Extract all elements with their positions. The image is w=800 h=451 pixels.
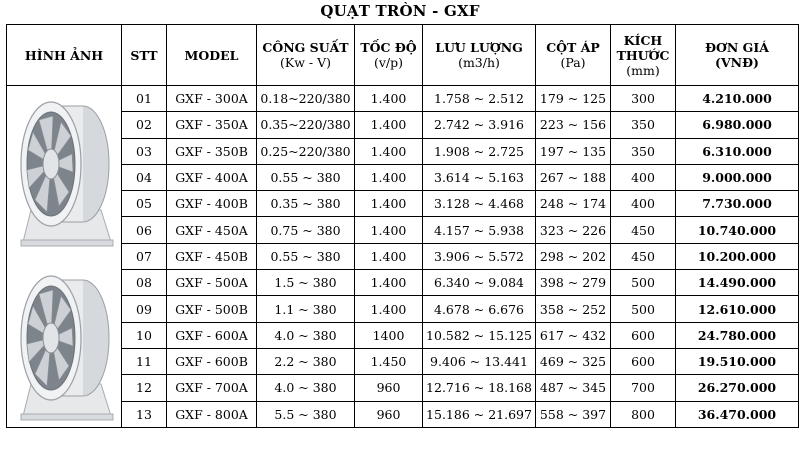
header-speed-unit: (v/p) [373, 55, 404, 70]
cell-flow: 1.908 ~ 2.725 [423, 138, 536, 164]
cell-model: GXF - 700A [167, 375, 257, 401]
cell-speed: 1.400 [355, 243, 423, 269]
cell-flow: 15.186 ~ 21.697 [423, 401, 536, 427]
table-row [7, 86, 799, 112]
table-row [7, 348, 799, 374]
cell-model: GXF - 400B [167, 191, 257, 217]
header-speed [355, 25, 423, 86]
cell-size: 350 [611, 112, 676, 138]
cell-flow: 4.157 ~ 5.938 [423, 217, 536, 243]
cell-size: 450 [611, 243, 676, 269]
cell-price: 6.310.000 [676, 138, 799, 164]
cell-power: 1.1 ~ 380 [257, 296, 355, 322]
cell-power: 1.5 ~ 380 [257, 270, 355, 296]
header-flow [423, 25, 536, 86]
cell-model: GXF - 350A [167, 112, 257, 138]
header-speed-label: TỐC ĐỘ [360, 40, 417, 55]
table-row [7, 401, 799, 427]
cell-stt: 07 [122, 243, 167, 269]
cell-stt: 01 [122, 86, 167, 112]
cell-model: GXF - 400A [167, 164, 257, 190]
cell-pressure: 469 ~ 325 [536, 348, 611, 374]
cell-flow: 1.758 ~ 2.512 [423, 86, 536, 112]
cell-model: GXF - 600A [167, 322, 257, 348]
cell-size: 400 [611, 164, 676, 190]
cell-stt: 06 [122, 217, 167, 243]
cell-power: 0.18~220/380 [257, 86, 355, 112]
cell-model: GXF - 800A [167, 401, 257, 427]
header-power-label: CÔNG SUẤT [262, 40, 349, 55]
cell-power: 2.2 ~ 380 [257, 348, 355, 374]
cell-price: 14.490.000 [676, 270, 799, 296]
cell-pressure: 558 ~ 397 [536, 401, 611, 427]
cell-price: 10.740.000 [676, 217, 799, 243]
header-image: HÌNH ẢNH [7, 25, 122, 86]
cell-size: 500 [611, 270, 676, 296]
table-row [7, 322, 799, 348]
cell-price: 10.200.000 [676, 243, 799, 269]
cell-size: 400 [611, 191, 676, 217]
cell-flow: 4.678 ~ 6.676 [423, 296, 536, 322]
cell-pressure: 358 ~ 252 [536, 296, 611, 322]
table-row [7, 243, 799, 269]
cell-size: 300 [611, 86, 676, 112]
cell-size: 800 [611, 401, 676, 427]
cell-pressure: 398 ~ 279 [536, 270, 611, 296]
cell-flow: 3.128 ~ 4.468 [423, 191, 536, 217]
cell-speed: 1400 [355, 322, 423, 348]
cell-flow: 2.742 ~ 3.916 [423, 112, 536, 138]
header-pressure-label: CỘT ÁP [546, 40, 600, 55]
cell-pressure: 248 ~ 174 [536, 191, 611, 217]
cell-price: 26.270.000 [676, 375, 799, 401]
table-row [7, 164, 799, 190]
header-pressure [536, 25, 611, 86]
header-price [676, 25, 799, 86]
cell-power: 4.0 ~ 380 [257, 322, 355, 348]
cell-stt: 03 [122, 138, 167, 164]
cell-model: GXF - 450B [167, 243, 257, 269]
header-power [257, 25, 355, 86]
table-row [7, 191, 799, 217]
cell-price: 9.000.000 [676, 164, 799, 190]
cell-flow: 6.340 ~ 9.084 [423, 270, 536, 296]
cell-size: 600 [611, 322, 676, 348]
header-size-label-2: THƯỚC [616, 47, 670, 63]
table-row [7, 138, 799, 164]
cell-price: 36.470.000 [676, 401, 799, 427]
header-size-unit: (mm) [626, 62, 660, 78]
cell-pressure: 298 ~ 202 [536, 243, 611, 269]
cell-stt: 11 [122, 348, 167, 374]
table-row [7, 296, 799, 322]
cell-flow: 3.614 ~ 5.163 [423, 164, 536, 190]
cell-price: 4.210.000 [676, 86, 799, 112]
cell-stt: 02 [122, 112, 167, 138]
cell-pressure: 323 ~ 226 [536, 217, 611, 243]
cell-pressure: 197 ~ 135 [536, 138, 611, 164]
cell-model: GXF - 300A [167, 86, 257, 112]
cell-stt: 05 [122, 191, 167, 217]
cell-speed: 1.400 [355, 296, 423, 322]
cell-price: 19.510.000 [676, 348, 799, 374]
cell-price: 7.730.000 [676, 191, 799, 217]
cell-stt: 04 [122, 164, 167, 190]
header-size [611, 25, 676, 86]
cell-model: GXF - 500A [167, 270, 257, 296]
cell-speed: 1.400 [355, 164, 423, 190]
header-size-label-1: KÍCH [623, 32, 663, 48]
cell-power: 4.0 ~ 380 [257, 375, 355, 401]
header-flow-unit: (m3/h) [458, 55, 500, 70]
cell-model: GXF - 500B [167, 296, 257, 322]
price-table [6, 24, 799, 428]
header-stt: STT [122, 25, 167, 86]
cell-power: 0.25~220/380 [257, 138, 355, 164]
header-power-unit: (Kw - V) [280, 55, 331, 70]
fan-images [7, 86, 122, 427]
cell-model: GXF - 450A [167, 217, 257, 243]
cell-speed: 1.450 [355, 348, 423, 374]
cell-price: 6.980.000 [676, 112, 799, 138]
cell-speed: 1.400 [355, 86, 423, 112]
cell-size: 500 [611, 296, 676, 322]
page-title: QUẠT TRÒN - GXF [320, 2, 480, 20]
cell-stt: 09 [122, 296, 167, 322]
axial-fan-icon [9, 92, 121, 257]
table-row [7, 375, 799, 401]
cell-flow: 12.716 ~ 18.168 [423, 375, 536, 401]
cell-speed: 1.400 [355, 112, 423, 138]
cell-model: GXF - 350B [167, 138, 257, 164]
cell-speed: 960 [355, 401, 423, 427]
cell-power: 0.35 ~ 380 [257, 191, 355, 217]
cell-model: GXF - 600B [167, 348, 257, 374]
cell-size: 700 [611, 375, 676, 401]
axial-fan-icon [9, 266, 121, 431]
cell-flow: 9.406 ~ 13.441 [423, 348, 536, 374]
cell-size: 600 [611, 348, 676, 374]
header-price-unit: (VNĐ) [715, 55, 759, 70]
cell-pressure: 223 ~ 156 [536, 112, 611, 138]
header-model: MODEL [167, 25, 257, 86]
cell-speed: 960 [355, 375, 423, 401]
cell-stt: 08 [122, 270, 167, 296]
table-row [7, 217, 799, 243]
cell-power: 0.55 ~ 380 [257, 164, 355, 190]
cell-pressure: 179 ~ 125 [536, 86, 611, 112]
cell-flow: 3.906 ~ 5.572 [423, 243, 536, 269]
cell-pressure: 487 ~ 345 [536, 375, 611, 401]
cell-power: 5.5 ~ 380 [257, 401, 355, 427]
cell-power: 0.35~220/380 [257, 112, 355, 138]
cell-speed: 1.400 [355, 191, 423, 217]
cell-pressure: 617 ~ 432 [536, 322, 611, 348]
cell-speed: 1.400 [355, 217, 423, 243]
cell-speed: 1.400 [355, 270, 423, 296]
cell-power: 0.55 ~ 380 [257, 243, 355, 269]
cell-speed: 1.400 [355, 138, 423, 164]
image-cell [7, 86, 122, 428]
cell-price: 24.780.000 [676, 322, 799, 348]
header-price-label: ĐƠN GIÁ [705, 40, 769, 55]
cell-size: 350 [611, 138, 676, 164]
header-pressure-unit: (Pa) [560, 55, 586, 70]
cell-price: 12.610.000 [676, 296, 799, 322]
cell-stt: 10 [122, 322, 167, 348]
cell-pressure: 267 ~ 188 [536, 164, 611, 190]
cell-stt: 13 [122, 401, 167, 427]
header-flow-label: LƯU LƯỢNG [435, 40, 523, 55]
table-row [7, 112, 799, 138]
cell-size: 450 [611, 217, 676, 243]
cell-flow: 10.582 ~ 15.125 [423, 322, 536, 348]
table-row [7, 270, 799, 296]
cell-stt: 12 [122, 375, 167, 401]
header-row [7, 25, 799, 86]
cell-power: 0.75 ~ 380 [257, 217, 355, 243]
